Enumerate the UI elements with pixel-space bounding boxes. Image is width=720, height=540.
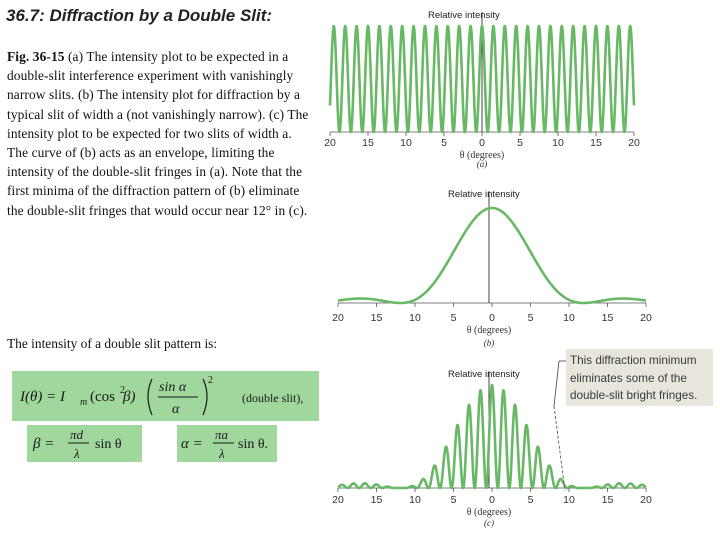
- eq-lhs-sub: m: [80, 397, 88, 408]
- x-tick-label: 10: [400, 137, 412, 149]
- intensity-curve: [338, 208, 646, 303]
- eq-cos-exp: 2: [120, 385, 125, 396]
- eq-cos: (cos: [90, 389, 115, 405]
- beta-equation: [27, 425, 142, 462]
- eq-beta: β): [123, 389, 136, 405]
- panel-label: (b): [483, 338, 495, 348]
- x-tick-label: 5: [441, 137, 447, 149]
- x-tick-label: 15: [370, 312, 383, 324]
- x-tick-label: 5: [517, 137, 523, 149]
- alpha-lhs: α =: [181, 436, 203, 452]
- x-tick-label: 20: [324, 137, 336, 149]
- x-tick-label: 0: [489, 494, 495, 506]
- x-tick-label: 20: [640, 312, 652, 324]
- pointer-line-upper: [554, 361, 559, 406]
- intensity-equation: [12, 371, 319, 421]
- x-tick-label: 15: [362, 137, 374, 149]
- x-tick-label: 20: [332, 312, 344, 324]
- callout-text: This diffraction minimum eliminates some of the double-slit bright fringes.: [570, 354, 698, 402]
- beta-rhs: sin θ: [95, 437, 122, 452]
- beta-numerator: πd: [70, 427, 84, 442]
- x-tick-label: 15: [601, 312, 614, 324]
- alpha-equation: [177, 425, 277, 462]
- x-tick-label: 5: [527, 312, 534, 324]
- paren-left: [148, 379, 152, 415]
- pointer-line-lower: [554, 406, 565, 491]
- beta-lhs: β =: [33, 436, 55, 452]
- y-axis-label: Relative intensity: [448, 189, 520, 200]
- x-tick-label: 5: [450, 494, 457, 506]
- paren-right: [203, 379, 207, 415]
- x-axis-label: θ (degrees): [466, 325, 512, 336]
- x-tick-label: 20: [628, 137, 640, 149]
- x-tick-label: 0: [479, 137, 485, 149]
- eq-sin-alpha: sin α: [159, 380, 187, 395]
- caption-text: (a) The intensity plot to be expected in a double-slit interference experiment with vanishingly narrow slits. (b) The intensity plot for diffraction by a typical slit of width a (not vanishingly narrow). (c) The intensity plot to be expected for two slits of width a. The curve of (b) acts as an envelope, limiting the intensity of the double-slit fringes in (a). Note that the first minima of the diffraction pattern of (b) eliminate the double-slit fringes that would occur near 12° in (c).: [7, 49, 309, 218]
- x-tick-label: 20: [640, 494, 652, 506]
- equation-intro: The intensity of a double slit pattern is:: [7, 336, 218, 351]
- x-tick-label: 15: [370, 494, 383, 506]
- x-tick-label: 15: [590, 137, 602, 149]
- x-tick-label: 10: [563, 494, 575, 506]
- panel-label: (a): [476, 159, 488, 169]
- x-tick-label: 0: [489, 312, 495, 324]
- y-axis-label: Relative intensity: [448, 369, 520, 380]
- alpha-numerator: πa: [215, 427, 229, 442]
- x-tick-label: 5: [527, 494, 534, 506]
- plot-a-double-slit-narrow: [320, 4, 650, 172]
- eq-note: (double slit),: [242, 391, 304, 405]
- beta-denominator: λ: [74, 446, 80, 461]
- eq-denominator: α: [172, 402, 180, 417]
- figure-caption: [7, 47, 313, 220]
- x-axis-label: θ (degrees): [466, 507, 512, 518]
- x-tick-label: 10: [409, 494, 421, 506]
- slide-title: 36.7: Diffraction by a Double Slit:: [6, 6, 273, 25]
- y-axis-label: Relative intensity: [428, 10, 500, 21]
- x-axis-label: θ (degrees): [459, 150, 505, 161]
- callout-pointer: [540, 350, 580, 500]
- alpha-rhs: sin θ.: [238, 437, 269, 452]
- x-tick-label: 10: [563, 312, 575, 324]
- eq-lhs: I(θ) = I: [20, 389, 65, 405]
- x-tick-label: 10: [552, 137, 564, 149]
- x-tick-label: 20: [332, 494, 344, 506]
- alpha-denominator: λ: [219, 446, 225, 461]
- eq-power: 2: [208, 375, 213, 386]
- panel-label: (c): [484, 518, 494, 528]
- x-tick-label: 5: [450, 312, 457, 324]
- figure-number: Fig. 36-15: [7, 49, 65, 64]
- x-tick-label: 15: [601, 494, 614, 506]
- plot-b-single-slit-diffraction: [330, 183, 660, 353]
- x-tick-label: 10: [409, 312, 421, 324]
